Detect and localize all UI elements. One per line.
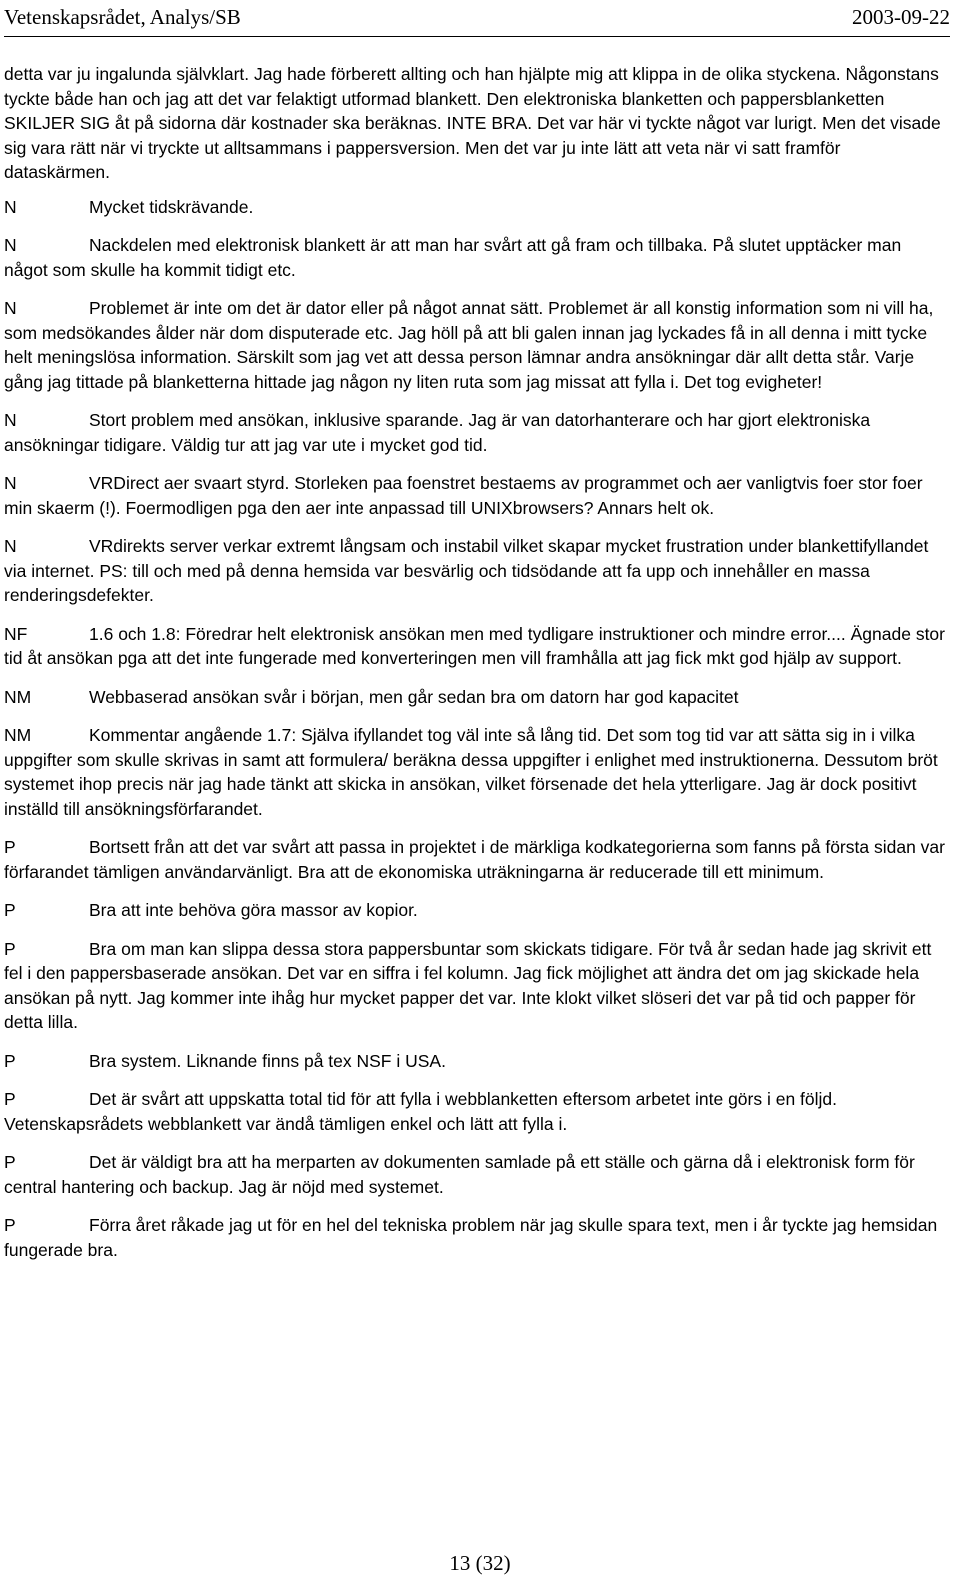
comment-text: Bortsett från att det var svårt att passa in projektet i de märkliga kodkategorierna som fanns på första sidan var förfarandet tämligen användarvänligt. Bra att de ekonomiska uträkningarna är reducerade till ett minimum. <box>4 837 945 882</box>
comment-text: Det är väldigt bra att ha merparten av dokumenten samlade på ett ställe och gärna då i elektronisk form för central hantering och backup. Jag är nöjd med systemet. <box>4 1152 915 1197</box>
comment-text: Webbaserad ansökan svår i början, men går sedan bra om datorn har god kapacitet <box>89 686 739 707</box>
comment-text: VRdirekts server verkar extremt långsam och instabil vilket skapar mycket frustration under blankettifyllandet via internet. PS: till och med på denna hemsida var besvärlig och tidsödande att fa upp och innehåller en massa renderingsdefekter. <box>4 536 929 605</box>
comment-tag: N <box>4 298 17 318</box>
comment-text: Det är svårt att uppskatta total tid för att fylla i webblanketten eftersom arbetet inte görs i en följd. Vetenskapsrådets webblankett var ändå tämligen enkel och lätt att fylla i. <box>4 1089 838 1134</box>
comment-text: Problemet är inte om det är dator eller på något annat sätt. Problemet är all konstig information som ni vill ha, som medsökandes ålder när dom disputerade etc. Jag höll på att bli galen innan jag lyckades få in all denna i mitt tycke helt meningslösa information. Särskilt som jag vet att dessa person lämnar andra ansökningar där allt detta står. Varje gång jag tittade på blanketterna hittade jag någon ny liten ruta som jag missat att fylla i. Det tog evigheter! <box>4 298 934 392</box>
comment-text: Mycket tidskrävande. <box>89 196 254 217</box>
comment-tag: P <box>4 1152 16 1172</box>
comment-entry <box>4 685 948 710</box>
header-date: 2003-09-22 <box>852 5 950 29</box>
header-rule <box>4 36 950 37</box>
comment-text: Bra om man kan slippa dessa stora pappersbuntar som skickats tidigare. För två år sedan hade jag skrivit ett fel i den pappersbaserade ansökan. Det var en siffra i fel kolumn. Jag fick möjlighet att ändra det om jag skickade hela ansökan på nytt. Jag kommer inte ihåg hur mycket papper det var. Inte klokt vilket slöseri det var på tid och papper för detta lilla. <box>4 938 932 1032</box>
comment-entry <box>4 233 948 282</box>
comment-tag: NM <box>4 686 32 707</box>
comment-text: Stort problem med ansökan, inklusive sparande. Jag är van datorhanterare och har gjort elektroniska ansökningar tidigare. Väldig tur att jag var ute i mycket god tid. <box>4 410 871 455</box>
intro-paragraph: detta var ju ingalunda självklart. Jag hade förberett allting och han hjälpte mig att klippa in de olika styckena. Någonstans tyckte både han och jag att det var felaktigt utformad blankett. Den elektroniska blanketten och pappersblanketten SKILJER SIG åt på sidorna där kostnader ska beräknas. INTE BRA. Det var här vi tyckte något var lurigt. Men det visade sig vara rätt när vi tryckte ut alltsammans i pappersversion. Men det var ju inte lätt att veta när vi satt framför dataskärmen. <box>4 64 941 182</box>
comment-entry <box>4 1049 948 1074</box>
comment-entry <box>4 723 948 821</box>
comment-entry <box>4 622 948 671</box>
header-organization: Vetenskapsrådet, Analys/SB <box>4 5 241 29</box>
page-header <box>4 2 950 36</box>
comment-entry <box>4 408 948 457</box>
comment-tag: NM <box>4 725 32 745</box>
comment-entry <box>4 937 948 1035</box>
comment-text: VRDirect aer svaart styrd. Storleken paa foenstret bestaems av programmet och aer vanligtvis foer stor foer min skaerm (!). Foermodligen pga den aer inte anpassad till UNIXbrowsers? Annars helt ok. <box>4 473 923 518</box>
comment-text: Kommentar angående 1.7: Själva ifyllandet tog väl inte så lång tid. Det som tog tid var att sätta sig in i vilka uppgifter som skulle skrivas in samt att formulera/ beräkna dessa uppgifter i enlighet med instruktionerna. Dessutom bröt systemet ihop precis när jag hade tänkt att skicka in ansökan, vilket försenade det hela ytterligare. Jag är dock positivt inställd till ansökningsförfarandet. <box>4 725 938 819</box>
document-body <box>4 62 948 1276</box>
comment-tag: P <box>4 1050 16 1071</box>
comment-text: Nackdelen med elektronisk blankett är att man har svårt att gå fram och tillbaka. På slutet upptäcker man något som skulle ha kommit tidigt etc. <box>4 235 902 280</box>
comment-entry <box>4 534 948 608</box>
comment-text: 1.6 och 1.8: Föredrar helt elektronisk ansökan men med tydligare instruktioner och mindre error.... Ägnade stor tid åt ansökan pga att det inte fungerade med konverteringen men vill framhålla att jag fick mkt god hjälp av support. <box>4 623 945 668</box>
comment-entry <box>4 835 948 884</box>
comment-entry <box>4 1150 948 1199</box>
comment-text: Bra system. Liknande finns på tex NSF i USA. <box>89 1050 446 1071</box>
comment-text: Förra året råkade jag ut för en hel del tekniska problem när jag skulle spara text, men i år tyckte jag hemsidan fungerade bra. <box>4 1215 938 1260</box>
comment-tag: N <box>4 410 17 430</box>
comment-tag: P <box>4 1215 16 1235</box>
page-number: 13 (32) <box>449 1551 511 1575</box>
comment-entry <box>4 195 948 220</box>
comment-tag: P <box>4 900 16 920</box>
comment-tag: N <box>4 196 17 217</box>
comment-entry <box>4 296 948 394</box>
comment-tag: N <box>4 536 17 556</box>
comment-tag: NF <box>4 623 28 644</box>
comment-tag: P <box>4 1089 16 1109</box>
comment-entry <box>4 898 948 923</box>
comment-entry <box>4 1087 948 1136</box>
comment-tag: N <box>4 473 17 493</box>
comment-tag: N <box>4 235 17 255</box>
comment-text: Bra att inte behöva göra massor av kopior. <box>89 900 418 920</box>
comment-entry <box>4 471 948 520</box>
comment-list <box>4 195 948 1263</box>
comment-entry <box>4 1213 948 1262</box>
comment-tag: P <box>4 938 16 959</box>
comment-tag: P <box>4 837 16 857</box>
